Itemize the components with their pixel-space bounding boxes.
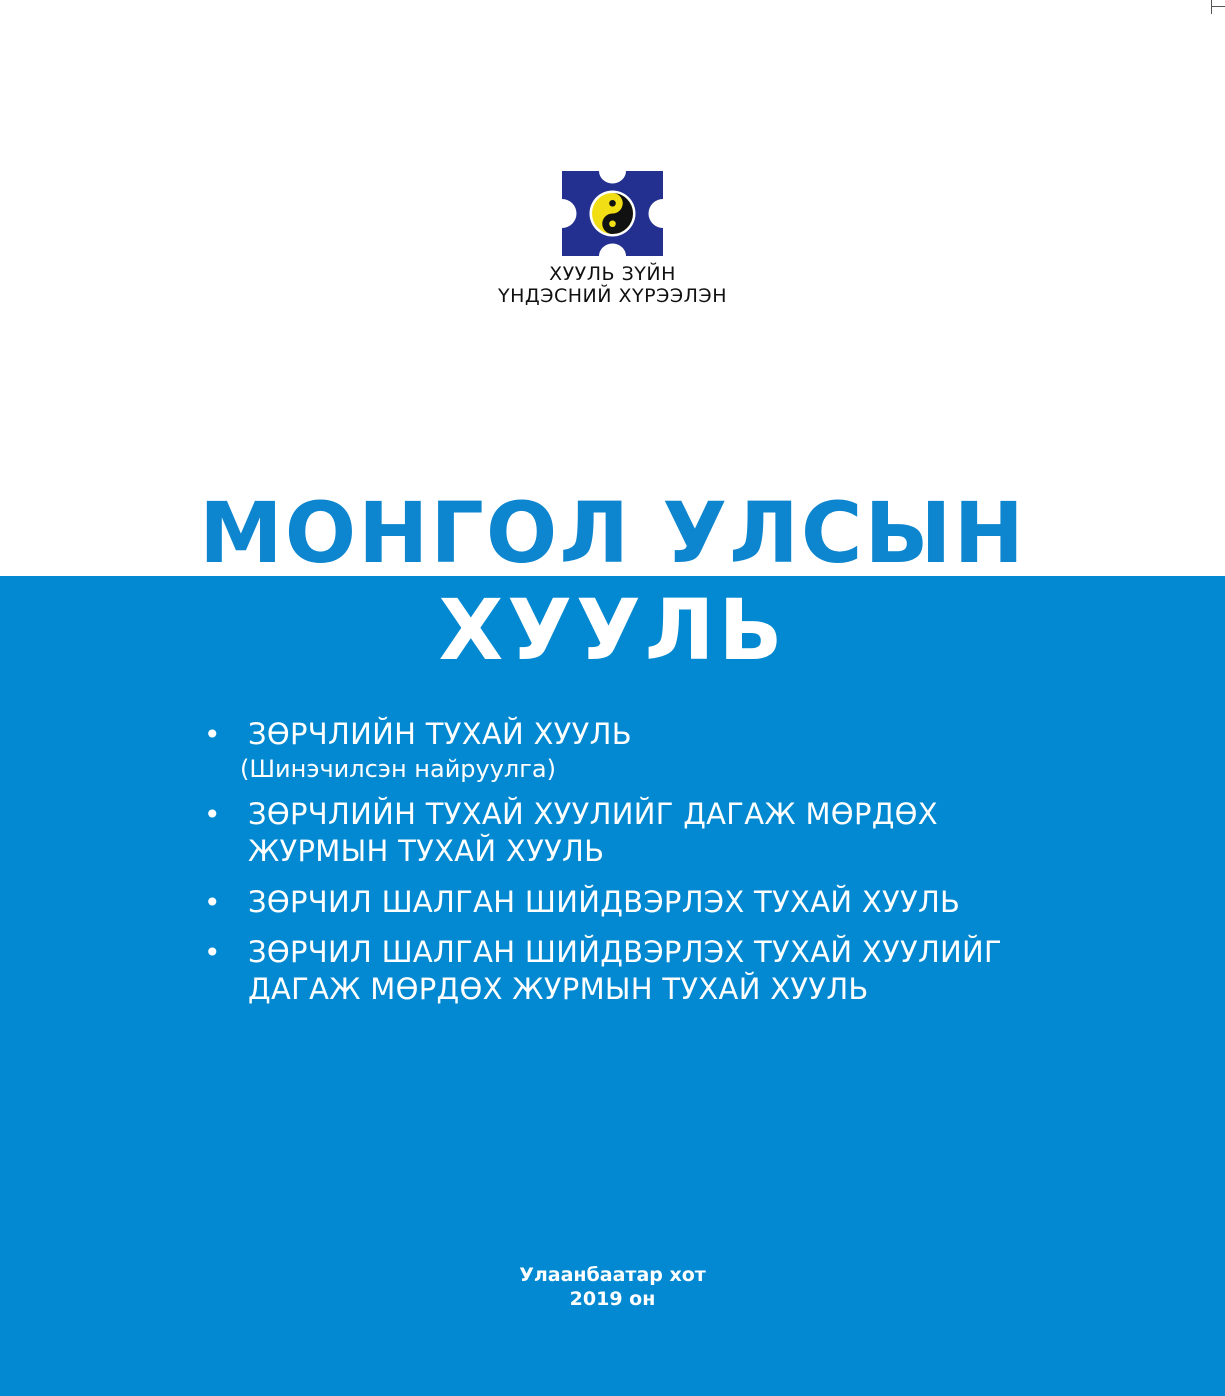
law-list (204, 716, 1104, 1008)
law-item (204, 934, 1104, 1008)
institute-name-line2: ҮНДЭСНИЙ ХҮРЭЭЛЭН (498, 285, 727, 307)
publication-year: 2019 он (569, 1288, 656, 1310)
crop-mark-vertical (1211, 0, 1212, 14)
law-item (204, 884, 1104, 934)
publication-city: Улаанбаатар хот (519, 1264, 706, 1286)
cover-title-line2: ХУУЛЬ (438, 581, 787, 679)
law-item (204, 796, 1104, 884)
bullet-icon: • (204, 798, 221, 831)
bullet-icon: • (204, 718, 221, 751)
cover-title-line1: МОНГОЛ УЛСЫН (199, 484, 1026, 582)
law-item (204, 716, 1104, 796)
law-title: ЗӨРЧИЛ ШАЛГАН ШИЙДВЭРЛЭХ ТУХАЙ ХУУЛЬ (248, 885, 961, 919)
law-title: ЗӨРЧИЛ ШАЛГАН ШИЙДВЭРЛЭХ ТУХАЙ ХУУЛИЙГ ДАГАЖ МӨРДӨХ ЖУРМЫН ТУХАЙ ХУУЛЬ (248, 935, 1003, 1006)
bullet-icon: • (204, 886, 221, 919)
law-title: ЗӨРЧЛИЙН ТУХАЙ ХУУЛИЙГ ДАГАЖ МӨРДӨХ ЖУРМЫН ТУХАЙ ХУУЛЬ (248, 797, 938, 868)
bullet-icon: • (204, 936, 221, 969)
crop-mark-horizontal (1211, 6, 1225, 7)
institute-logo-icon (562, 171, 663, 256)
law-title: ЗӨРЧЛИЙН ТУХАЙ ХУУЛЬ (248, 717, 632, 751)
institute-name-line1: ХУУЛЬ ЗҮЙН (549, 263, 676, 285)
law-note: (Шинэчилсэн найруулга) (240, 755, 556, 783)
